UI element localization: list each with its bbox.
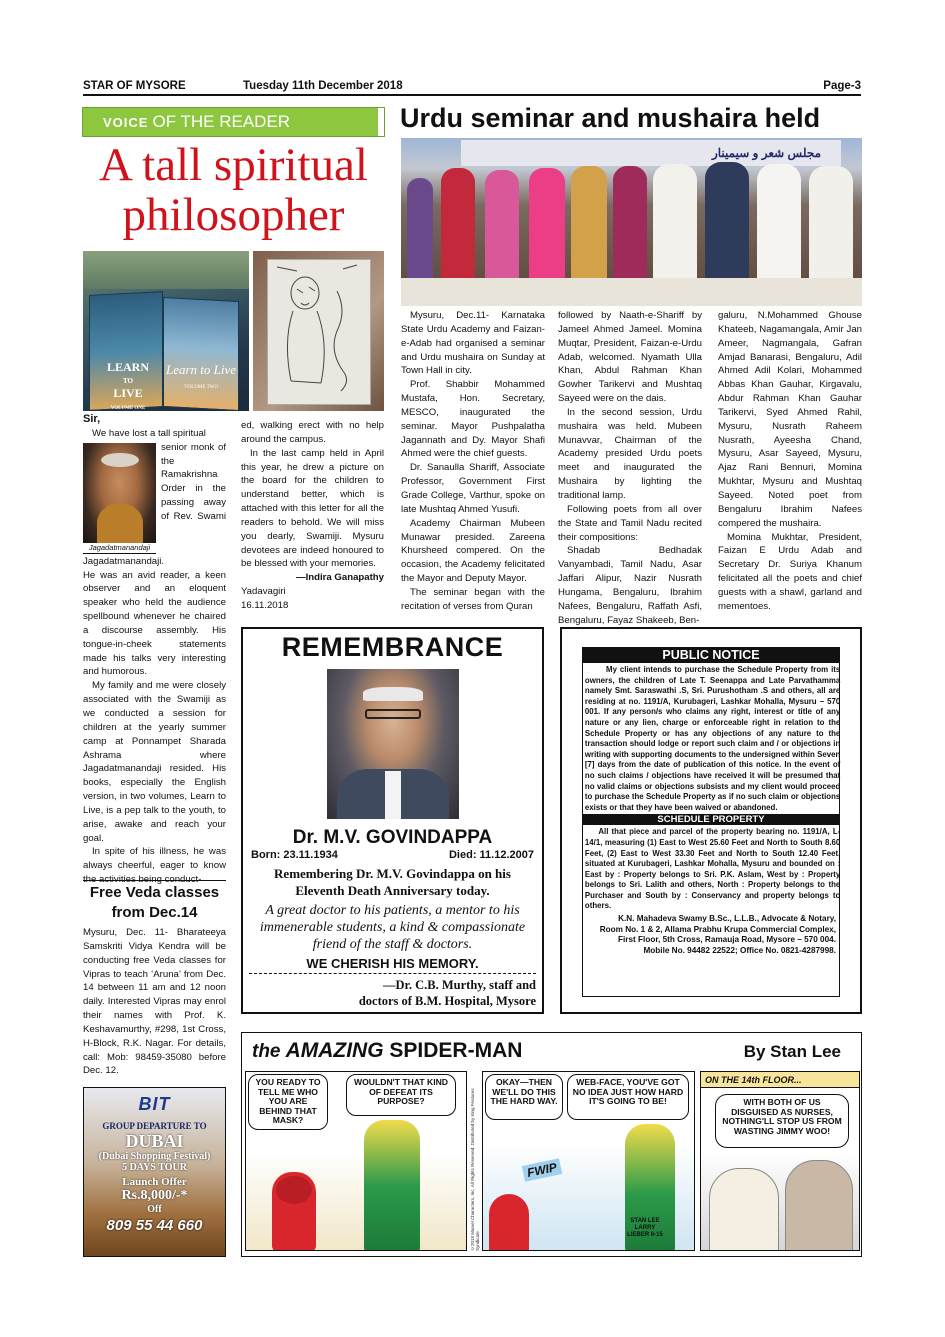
advocate-line: K.N. Mahadeva Swamy B.Sc., L.L.B., Advocate & Notary, bbox=[618, 914, 836, 924]
remembrance-title: REMEMBRANCE bbox=[281, 632, 504, 662]
ad-destination: DUBAI bbox=[125, 1131, 184, 1151]
schedule-body: All that piece and parcel of the property bearing no. 1191/A, L-14/1, measuring (1) East to West 25.60 Feet and North to South 8.60 Feet, (2) East to West 33.30 Feet and North to South 12.40 Feet, situated at Kurubageri, Lashkar Mohalla, Mysuru and bounded on : East by : Property belongs to Sri. P.K. Aslam, West by : Property belongs to Sri. Lalith and others, North : Property belongs to the Purchaser and South by : Conservancy and property belongs to others. bbox=[584, 827, 841, 911]
book-title-line: LIVE bbox=[113, 386, 143, 400]
book-title-line: LEARN bbox=[106, 360, 149, 374]
remembrance-from: —Dr. C.B. Murthy, staff and bbox=[382, 978, 536, 992]
advocate-line: First Floor, 5th Cross, Ramauja Road, Mysore – 570 004. bbox=[618, 935, 836, 945]
remembrance-line: Eleventh Death Anniversary today. bbox=[295, 883, 490, 898]
letter-column-1 bbox=[83, 413, 226, 887]
urdu-paragraph: Dr. Sanaulla Shariff, Associate Professor, Government First Grade College, Varthur, spoke on late Mushtaq Ahmed Yusufi. bbox=[401, 462, 545, 515]
urdu-paragraph: Academy Chairman Mubeen Munawar presided. Zareena Khursheed compered. On the occasion, the Academy felicitated the Mayor and Deputy Mayor. bbox=[401, 517, 545, 585]
died-date: Died: 11.12.2007 bbox=[448, 849, 534, 861]
ad-logo: BIT bbox=[138, 1094, 171, 1114]
section-banner bbox=[83, 108, 384, 136]
comic-title-amazing: AMAZING bbox=[285, 1039, 384, 1062]
remembrance-cherish: WE CHERISH HIS MEMORY. bbox=[249, 956, 536, 974]
urdu-paragraph: Momina Mukhtar, President, Faizan E Urdu Adab and Secretary Dr. Suriya Khanum felicitated all the poets and chief guests with a shawl, garland and mementoes. bbox=[718, 531, 862, 612]
speech-bubble: YOU READY TO TELL ME WHO YOU ARE BEHIND THAT MASK? bbox=[248, 1074, 328, 1130]
section-title: OF THE READER bbox=[152, 112, 291, 131]
book-script-title: Learn to Live bbox=[165, 362, 237, 377]
letter-column-2 bbox=[241, 419, 384, 613]
advocate-line: Mobile No. 94482 22522; Office No. 0821-4287998. bbox=[643, 945, 836, 955]
speech-bubble: OKAY—THEN WE'LL DO THIS THE HARD WAY. bbox=[485, 1074, 563, 1120]
photo-caption: Jagadatmanandaji bbox=[83, 543, 156, 554]
letter-paragraph: We have lost a tall spiritual bbox=[92, 427, 206, 439]
iron-fist-figure bbox=[364, 1120, 420, 1251]
urdu-column-3 bbox=[718, 309, 862, 614]
comic-title-spiderman: SPIDER-MAN bbox=[389, 1039, 523, 1062]
ad-line: GROUP DEPARTURE TO bbox=[102, 1121, 207, 1131]
ad-line: Launch Offer bbox=[122, 1176, 187, 1188]
veda-headline-line: Free Veda classes bbox=[89, 884, 220, 901]
pencil-sketch-icon bbox=[253, 251, 384, 411]
letter-paragraph: In spite of his illness, he was always cheerful, eager to know the activities being conduct- bbox=[83, 846, 226, 886]
seminar-photo bbox=[401, 138, 862, 306]
letter-paragraph: In the last camp held in April this year, he drew a picture on the board for the children to understand better, which is attached with this letter for all the readers to behold. We will miss you dearly, Swamiji. Mysuru devotees are indeed honoured to be blessed with your memories. bbox=[241, 447, 384, 570]
letter-place: Yadavagiri bbox=[241, 586, 286, 598]
headline-line-2: philosopher bbox=[122, 189, 345, 241]
deceased-name: Dr. M.V. GOVINDAPPA bbox=[292, 827, 493, 848]
issue-date: Tuesday 11th December 2018 bbox=[243, 80, 403, 92]
speech-bubble: WITH BOTH OF US DISGUISED AS NURSES, NOTHING'LL STOP US FROM WASTING JIMMY WOO! bbox=[715, 1094, 849, 1148]
letter-paragraph: My family and me were closely associated with the Swamiji as we conducted a session for children at the yearly summer camp at Ponnampet Sharada Ashrama where Jagadatmanandaji resided. His books, especially the English version, in two volumes, Learn to Live, is a pep talk to the youth, to arise, awake and reach your goal. bbox=[83, 680, 226, 844]
comic-title bbox=[252, 1039, 522, 1063]
veda-article bbox=[83, 880, 226, 1078]
veda-body: Mysuru, Dec. 11- Bharateeya Samskriti Vidya Kendra will be conducting free Veda classes for Vipras to teach ‘Aruna’ from Dec. 14 between 11 am and 12 noon daily. Interested Vipras may enrol their names with Prof. K. Keshavamurthy, #298, 1st Cross, H-Block, R.K. Nagar. For details, call: Mob: 98459-35080 before Dec. 12. bbox=[83, 927, 226, 1077]
comic-caption: ON THE 14th FLOOR... bbox=[701, 1072, 860, 1088]
public-notice-frame bbox=[582, 647, 840, 997]
comic-panel-2 bbox=[482, 1071, 695, 1251]
life-dates bbox=[249, 849, 536, 863]
comic-panel-3 bbox=[700, 1071, 860, 1251]
speech-bubble: WOULDN'T THAT KIND OF DEFEAT ITS PURPOSE? bbox=[346, 1074, 456, 1116]
ad-phone: 809 55 44 660 bbox=[106, 1217, 203, 1234]
page-number: Page-3 bbox=[823, 80, 861, 92]
sound-effect: FWIP bbox=[522, 1158, 562, 1182]
portrait-photo bbox=[327, 669, 459, 819]
section-kicker: VOICE bbox=[103, 115, 149, 130]
veda-headline bbox=[83, 883, 226, 923]
remembrance-line: Remembering Dr. M.V. Govindappa on his bbox=[274, 866, 511, 881]
ad-line: Off bbox=[147, 1204, 162, 1215]
letter-date: 16.11.2018 bbox=[241, 599, 289, 611]
urdu-paragraph: Prof. Shabbir Mohammed Mustafa, Hon. Secretary, MESCO, inaugurated the seminar. Mayor Pushpalatha Jagannath and Dy. Mayor Shafi Ahmed were the chief guests. bbox=[401, 379, 545, 460]
born-date: Born: 23.11.1934 bbox=[251, 849, 338, 861]
remembrance-ad bbox=[241, 627, 544, 1014]
letter-signature: —Indira Ganapathy bbox=[296, 572, 384, 584]
comic-signature: STAN LEE LARRY LIEBER 6-15 bbox=[627, 1218, 663, 1238]
sketch-photo bbox=[253, 251, 384, 411]
notice-title: PUBLIC NOTICE bbox=[583, 648, 839, 663]
page-header bbox=[83, 80, 861, 96]
comic-byline: By Stan Lee bbox=[743, 1042, 841, 1061]
swamiji-photo bbox=[83, 443, 156, 543]
urdu-paragraph: The seminar began with the recitation of verses from Quran bbox=[401, 586, 545, 612]
advocate-line: Room No. 1 & 2, Allama Prabhu Krupa Commercial Complex, bbox=[599, 924, 836, 934]
headline-line-1: A tall spiritual bbox=[99, 139, 368, 191]
ad-price: Rs.8,000/-* bbox=[121, 1188, 188, 1203]
letter-paragraph: senior monk of the Ramakrishna Order in the passing away of Rev. Swami Jagadatmanandaji. bbox=[83, 441, 226, 567]
urdu-column-2 bbox=[558, 309, 702, 627]
comic-strip bbox=[241, 1032, 862, 1257]
letter-headline bbox=[83, 140, 384, 240]
book-photo bbox=[83, 251, 249, 411]
urdu-paragraph: followed by Naath-e-Shariff by Jameel Ahmed Jameel. Momina Muqtar, President, Faizan-e-Urdu Adab, welcomed. Nyamath Ulla Khan, Abdul Rahman Khan Gowher Tarikervi and Mushtaq Sayeed were on the dais. bbox=[558, 310, 702, 405]
schedule-title: SCHEDULE PROPERTY bbox=[583, 814, 839, 825]
urdu-headline: Urdu seminar and mushaira held bbox=[400, 103, 821, 133]
comic-panel-1 bbox=[245, 1071, 467, 1251]
seminar-banner: مجلس شعر و سیمینار bbox=[461, 140, 841, 166]
book-title-to: TO bbox=[123, 377, 133, 385]
letter-paragraph: ed, walking erect with no help around the campus. bbox=[241, 420, 384, 445]
ad-line: (Dubai Shopping Festival) bbox=[98, 1151, 211, 1162]
urdu-paragraph: Mysuru, Dec.11- Karnataka State Urdu Academy and Faizan-e-Adab had organised a seminar and Urdu mushaira on Sunday at Town Hall in city. bbox=[401, 310, 545, 377]
swamiji-photo-block bbox=[83, 443, 156, 555]
letter-paragraph: He was an avid reader, a keen observer and an eloquent speaker who held the audience spellbound whenever he chaired a discourse assembly. His tongue-in-cheek statements made his talks very interesting and humorous. bbox=[83, 569, 226, 678]
urdu-paragraph: Shadab Bedhadak Vanyambadi, Tamil Nadu, Asar Jaffari Alipur, Nazir Nusrath Hungama, Bengaluru, Ibrahim Nafees, Bengaluru, Raffath Asfi, Bengaluru, Fayaz Shakeeb, Ben- bbox=[558, 545, 702, 626]
urdu-column-1 bbox=[401, 309, 545, 614]
urdu-paragraph: In the second session, Urdu mushaira was held. Mubeen Munavvar, Chairman of the Academy presided Urdu poets meet and inaugurated the Mushaira by lighting the traditional lamp. bbox=[558, 406, 702, 501]
notice-body: My client intends to purchase the Schedule Property from its owners, the children of Late T. Seenappa and Late Parvathamma namely Smt. Saraswathi .S, Sri. Purushotham .S and others, all are residing at no. 1191/A, Kurubageri, Lashkar Mohalla, Mysuru – 570 001. If any person/s who claims any right, interest or title of any nature or any lien, charge or enforceable right in relation to the Schedule Property or has any objections of any nature to the transaction should lodge or report such claim and / or objections in writing with supporting documents to the undersigned within Seven [7] days from the date of publication of this notice. In the event of no such claims / objections have received it will be presumed that no valid claims or objections subsists and my client would proceed to purchase the Schedule Property as if no such claim or objections exists or that they have been waived or abandoned. bbox=[584, 665, 841, 812]
comic-title-the: the bbox=[252, 1041, 281, 1062]
travel-ad[interactable] bbox=[83, 1087, 226, 1257]
remembrance-from: doctors of B.M. Hospital, Mysore bbox=[358, 994, 536, 1008]
veda-headline-line: from Dec.14 bbox=[111, 904, 198, 921]
speech-bubble: WEB-FACE, YOU'VE GOT NO IDEA JUST HOW HARD IT'S GOING TO BE! bbox=[567, 1074, 689, 1120]
remembrance-tribute: A great doctor to his patients, a mentor to his immenerable students, a kind & compassionate friend of the staff & doctors. bbox=[259, 903, 526, 952]
comic-copyright: ©2018 Marvel Characters, Inc. All Rights Reserved. Distributed by King Features Syndicate bbox=[470, 1088, 480, 1251]
book-volume: VOLUME TWO bbox=[184, 385, 218, 390]
public-notice-ad bbox=[560, 627, 862, 1014]
urdu-paragraph: Following poets from all over the State and Tamil Nadu recited their compositions: bbox=[558, 503, 702, 543]
paper-name: STAR OF MYSORE bbox=[83, 80, 186, 92]
letter-salutation: Sir, bbox=[83, 413, 101, 425]
book-volume: VOLUME ONE bbox=[110, 406, 146, 411]
ad-line: 5 DAYS TOUR bbox=[122, 1162, 187, 1173]
urdu-paragraph: galuru, N.Mohammed Ghouse Khateeb, Nagamangala, Amir Jan Ameer, Nagmangala, Gafran Amjad Banarasi, Bengaluru, Adil Ahmed Adil Kolari, Mohammed Abbas Khan Gauhar, Kirgavalu, Abdur Rahman Khan Gauhar Tarikervi, Syed Ahmed Rahil, Mysuru, Nusrath Raheem Nusrath, Ayeesha Chand, Mysuru, Asar Sayeed, Mysuru, Ajaz Rani Bennuri, Momina Mukhtar, Mysuru and Mushtaq Sayeed. Noted poet from Bengaluru Ibrahim Nafees compered the mushaira. bbox=[718, 310, 862, 529]
